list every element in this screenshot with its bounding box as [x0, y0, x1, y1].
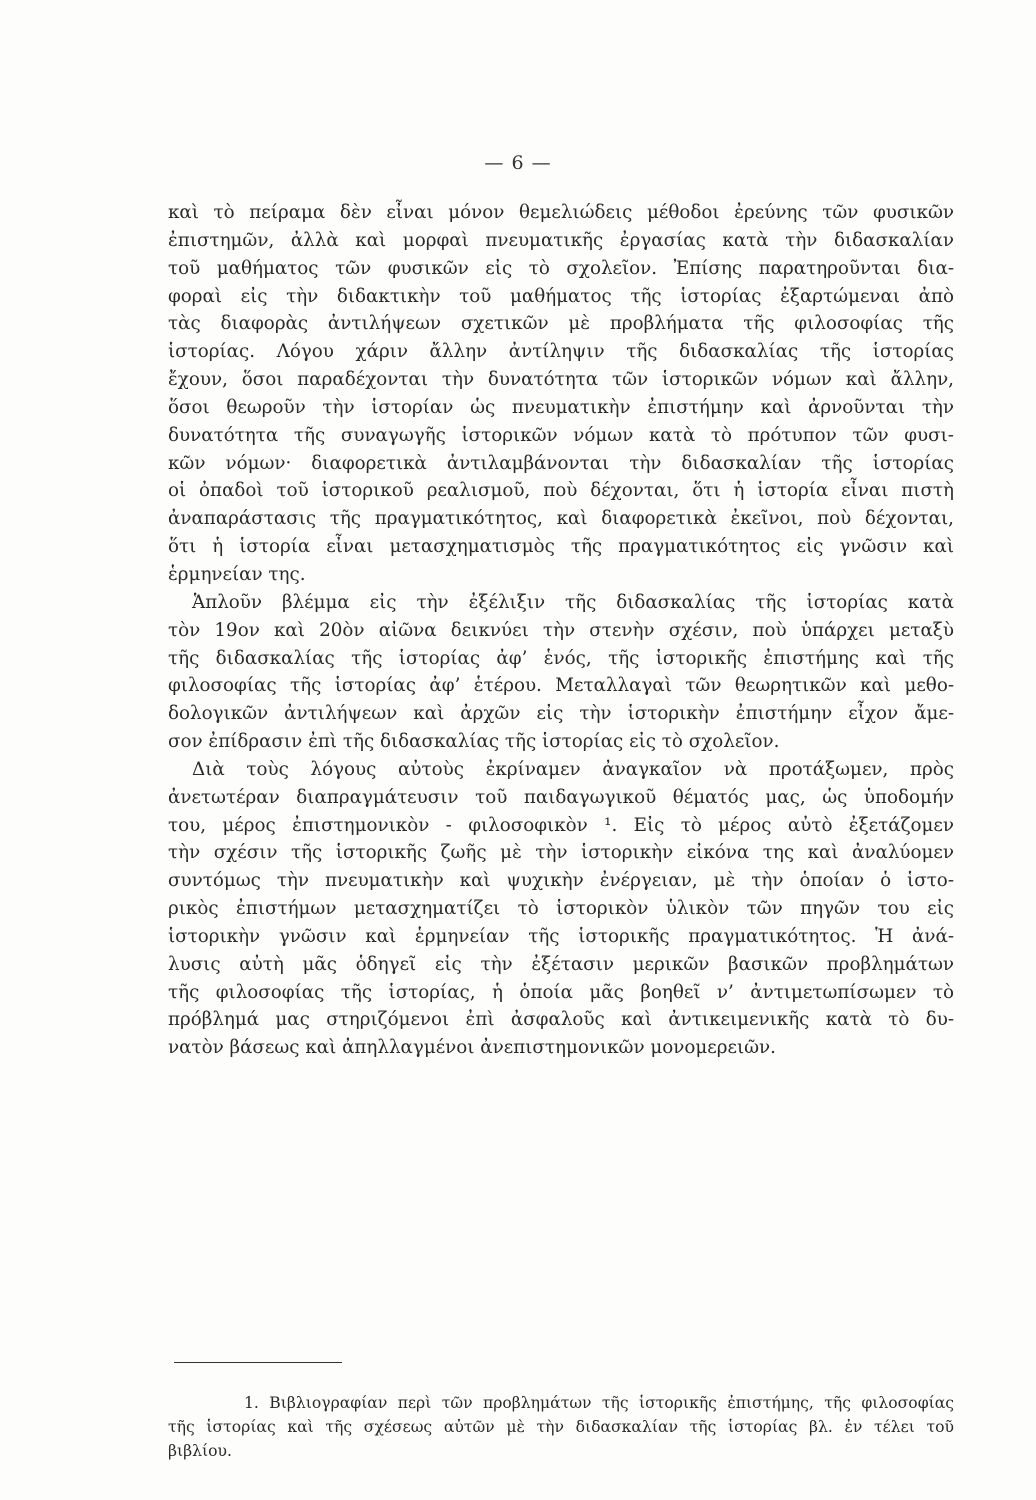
text-line: τὰς διαφορὰς ἀντιλήψεων σχετικῶν μὲ προβλήματα τῆς φιλοσοφίας τῆς — [168, 313, 954, 335]
text-line: ἱστορίας. Λόγου χάριν ἄλλην ἀντίληψιν τῆς διδασκαλίας τῆς ἱστορίας — [168, 341, 954, 363]
text-line: ρικὸς ἐπιστήμων μετασχηματίζει τὸ ἱστορικὸν ὑλικὸν τῶν πηγῶν του εἰς — [168, 898, 954, 920]
text-line: τὸν 19ον καὶ 20ὸν αἰῶνα δεικνύει τὴν στενὴν σχέσιν, ποὺ ὑπάρχει μεταξὺ — [168, 619, 954, 641]
text-line: πρόβλημά μας στηριζόμενοι ἐπὶ ἀσφαλοῦς καὶ ἀντικειμενικῆς κατὰ τὸ δυ- — [168, 1009, 954, 1031]
text-line: ὅσοι θεωροῦν τὴν ἱστορίαν ὡς πνευματικὴν ἐπιστήμην καὶ ἀρνοῦνται τὴν — [168, 396, 954, 418]
text-line: ἀνετωτέραν διαπραγμάτευσιν τοῦ παιδαγωγικοῦ θέματός μας, ὡς ὑποδομήν — [168, 786, 954, 808]
text-line: συντόμως τὴν πνευματικὴν καὶ ψυχικὴν ἐνέργειαν, μὲ τὴν ὁποίαν ὁ ἱστο- — [168, 870, 954, 892]
text-line: τὴν σχέσιν τῆς ἱστορικῆς ζωῆς μὲ τὴν ἱστορικὴν εἰκόνα της καὶ ἀναλύομεν — [168, 842, 954, 864]
text-line: οἱ ὀπαδοὶ τοῦ ἱστορικοῦ ρεαλισμοῦ, ποὺ δέχονται, ὅτι ἡ ἱστορία εἶναι πιστὴ — [168, 480, 954, 502]
paragraph-start-line: Διὰ τοὺς λόγους αὐτοὺς ἐκρίναμεν ἀναγκαῖον νὰ προτάξωμεν, πρὸς — [192, 758, 954, 780]
text-line: φιλοσοφίας τῆς ἱστορίας ἀφ’ ἑτέρου. Μεταλλαγαὶ τῶν θεωρητικῶν καὶ μεθο- — [168, 675, 954, 697]
text-line: ἀναπαράστασις τῆς πραγματικότητος, καὶ διαφορετικὰ ἐκεῖνοι, ποὺ δέχονται, — [168, 508, 954, 530]
text-line: τῆς φιλοσοφίας τῆς ἱστορίας, ἡ ὁποία μᾶς βοηθεῖ ν’ ἀντιμετωπίσωμεν τὸ — [168, 981, 954, 1003]
text-line: ἱστορικὴν γνῶσιν καὶ ἑρμηνείαν τῆς ἱστορικῆς πραγματικότητος. Ἡ ἀνά- — [168, 925, 954, 947]
text-line: ὅτι ἡ ἱστορία εἶναι μετασχηματισμὸς τῆς πραγματικότητος εἰς γνῶσιν καὶ — [168, 536, 954, 558]
footnote-line: 1. Βιβλιογραφίαν περὶ τῶν προβλημάτων τῆς ἱστορικῆς ἐπιστήμης, τῆς φιλοσοφίας — [244, 1394, 954, 1412]
paragraph-end-line: σον ἐπίδρασιν ἐπὶ τῆς διδασκαλίας τῆς ἱστορίας εἰς τὸ σχολεῖον. — [168, 731, 780, 753]
footnote — [168, 1391, 954, 1463]
body-text — [168, 199, 954, 1062]
paragraph-end-line: νατὸν βάσεως καὶ ἀπηλλαγμένοι ἀνεπιστημονικῶν μονομερειῶν. — [168, 1037, 776, 1059]
footnote-line: βιβλίου. — [168, 1442, 232, 1460]
text-line: δολογικῶν ἀντιλήψεων καὶ ἀρχῶν εἰς τὴν ἱστορικὴν ἐπιστήμην εἶχον ἄμε- — [168, 703, 954, 725]
page-number: — 6 — — [484, 152, 552, 174]
text-line: κῶν νόμων· διαφορετικὰ ἀντιλαμβάνονται τὴν διδασκαλίαν τῆς ἱστορίας — [168, 452, 954, 474]
text-line: τοῦ μαθήματος τῶν φυσικῶν εἰς τὸ σχολεῖον. Ἐπίσης παρατηροῦνται δια- — [168, 257, 954, 279]
text-line: λυσις αὐτὴ μᾶς ὁδηγεῖ εἰς τὴν ἐξέτασιν μερικῶν βασικῶν προβλημάτων — [168, 953, 954, 975]
text-line: του, μέρος ἐπιστημονικὸν - φιλοσοφικὸν ¹. Εἰς τὸ μέρος αὐτὸ ἐξετάζομεν — [168, 814, 954, 836]
text-line: δυνατότητα τῆς συναγωγῆς ἱστορικῶν νόμων κατὰ τὸ πρότυπον τῶν φυσι- — [168, 424, 954, 446]
footnote-separator — [174, 1362, 342, 1363]
text-line: φοραὶ εἰς τὴν διδακτικὴν τοῦ μαθήματος τῆς ἱστορίας ἐξαρτώμεναι ἀπὸ — [168, 285, 954, 307]
text-line: καὶ τὸ πείραμα δὲν εἶναι μόνον θεμελιώδεις μέθοδοι ἐρεύνης τῶν φυσικῶν — [168, 202, 954, 223]
text-line: τῆς διδασκαλίας τῆς ἱστορίας ἀφ’ ἑνός, τῆς ἱστορικῆς ἐπιστήμης καὶ τῆς — [168, 647, 954, 669]
paragraph-start-line: Ἁπλοῦν βλέμμα εἰς τὴν ἐξέλιξιν τῆς διδασκαλίας τῆς ἱστορίας κατὰ — [192, 591, 954, 613]
footnote-line: τῆς ἱστορίας καὶ τῆς σχέσεως αὐτῶν μὲ τὴν διδασκαλίαν τῆς ἱστορίας βλ. ἐν τέλει τοῦ — [168, 1418, 954, 1436]
text-line: ἔχουν, ὅσοι παραδέχονται τὴν δυνατότητα τῶν ἱστορικῶν νόμων καὶ ἄλλην, — [168, 369, 954, 391]
text-line: ἐπιστημῶν, ἀλλὰ καὶ μορφαὶ πνευματικῆς ἐργασίας κατὰ τὴν διδασκαλίαν — [168, 229, 954, 251]
paragraph-end-line: ἑρμηνείαν της. — [168, 563, 306, 585]
